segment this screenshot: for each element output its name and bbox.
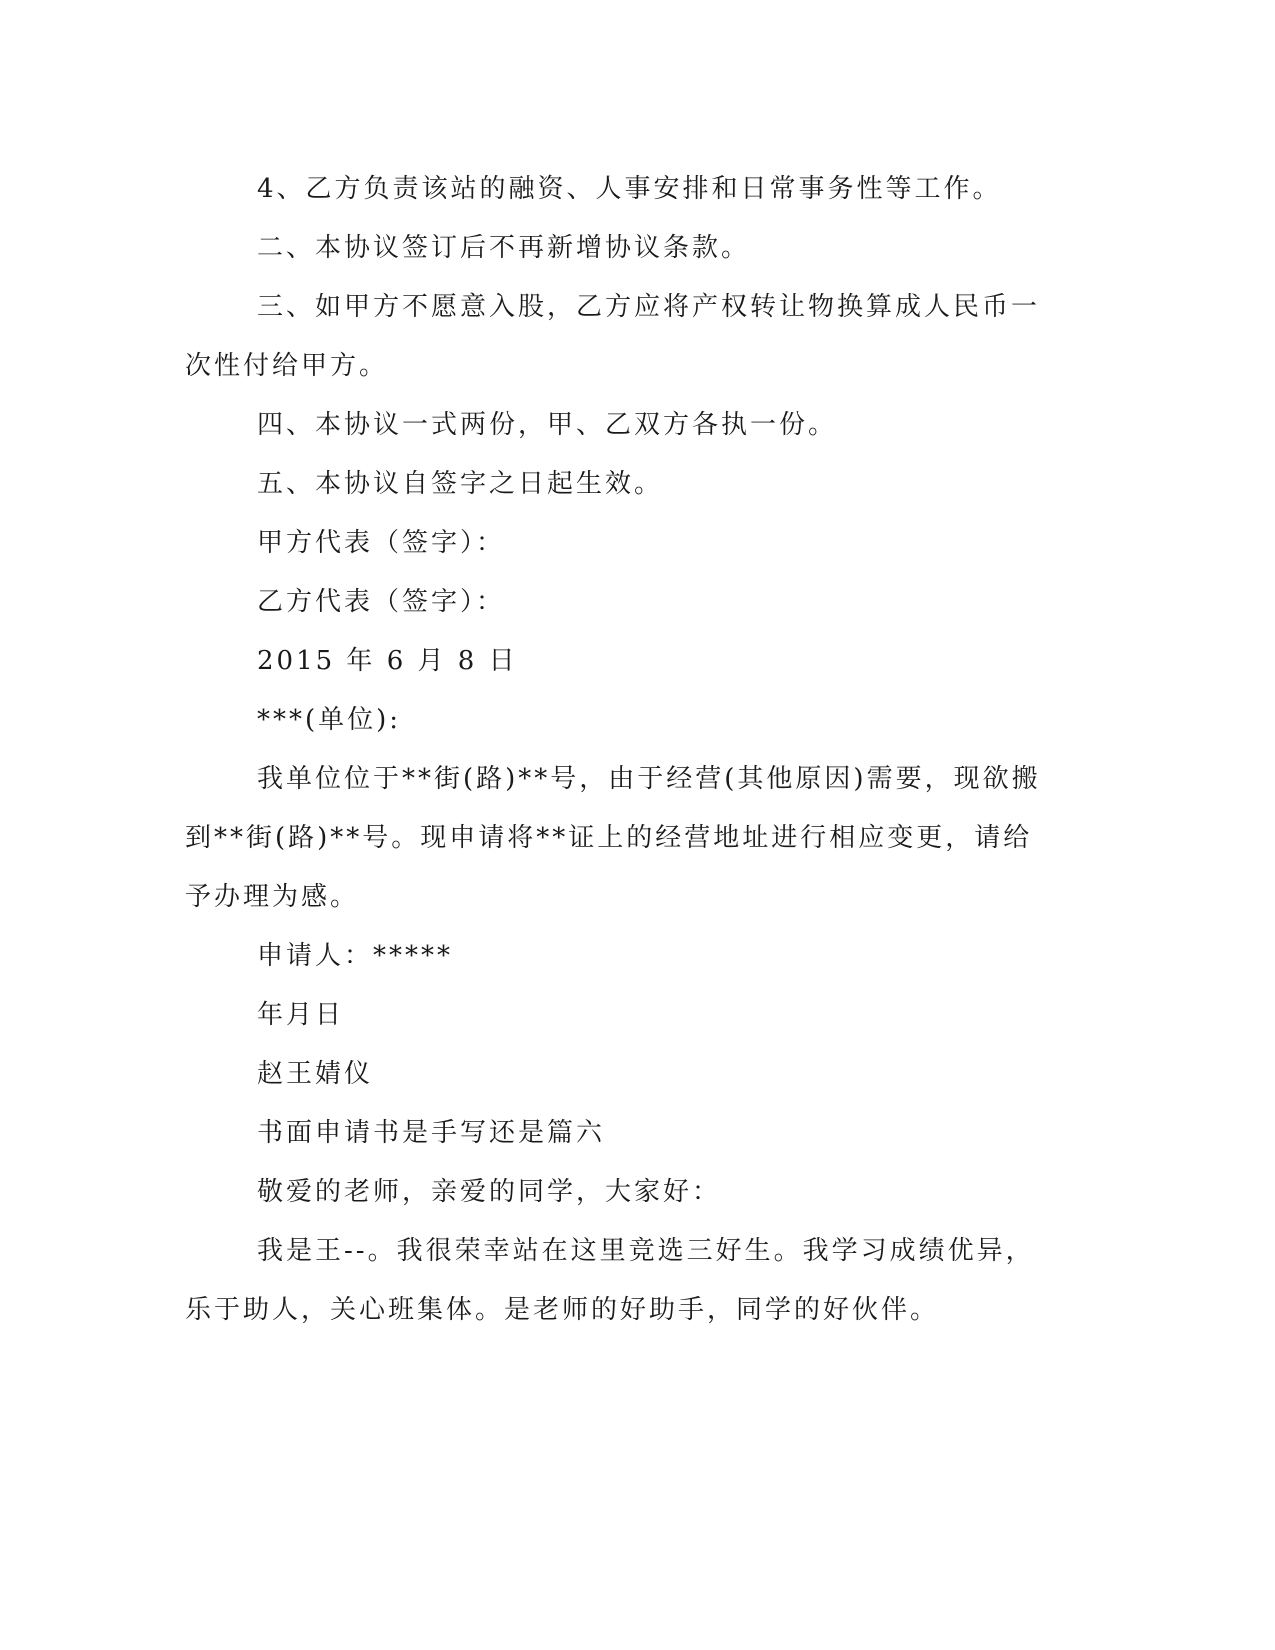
party-a-signature-line: 甲方代表（签字）： (257, 528, 506, 558)
section-heading: 书面申请书是手写还是篇六 (257, 1118, 606, 1148)
clause-3-payment: 三、如甲方不愿意入股，乙方应将产权转让物换算成人民币一次性付给甲方。 (185, 292, 1041, 381)
application-addressee: ***(单位): (257, 705, 402, 735)
agreement-date: 2015 年 6 月 8 日 (257, 646, 518, 676)
clause-4-finance: 4、乙方负责该站的融资、人事安排和日常事务性等工作。 (257, 174, 1002, 204)
clause-5-effective: 五、本协议自签字之日起生效。 (257, 469, 664, 499)
application-body: 我单位位于**街(路)**号，由于经营(其他原因)需要，现欲搬到**街(路)**号。现申请将**证上的经营地址进行相应变更，请给予办理为感。 (185, 764, 1041, 912)
speech-body: 我是王--。我很荣幸站在这里竞选三好生。我学习成绩优异，乐于助人，关心班集体。是老师的好助手，同学的好伙伴。 (185, 1236, 1035, 1325)
document-body (185, 160, 1045, 1340)
author-name: 赵王婧仪 (257, 1059, 374, 1089)
clause-2-no-new-terms: 二、本协议签订后不再新增协议条款。 (257, 233, 751, 263)
clause-4-copies: 四、本协议一式两份，甲、乙双方各执一份。 (257, 410, 838, 440)
speech-greeting: 敬爱的老师，亲爱的同学，大家好： (257, 1177, 722, 1207)
application-date: 年月日 (257, 1000, 345, 1030)
applicant-line: 申请人：***** (257, 941, 454, 971)
party-b-signature-line: 乙方代表（签字）： (257, 587, 506, 617)
